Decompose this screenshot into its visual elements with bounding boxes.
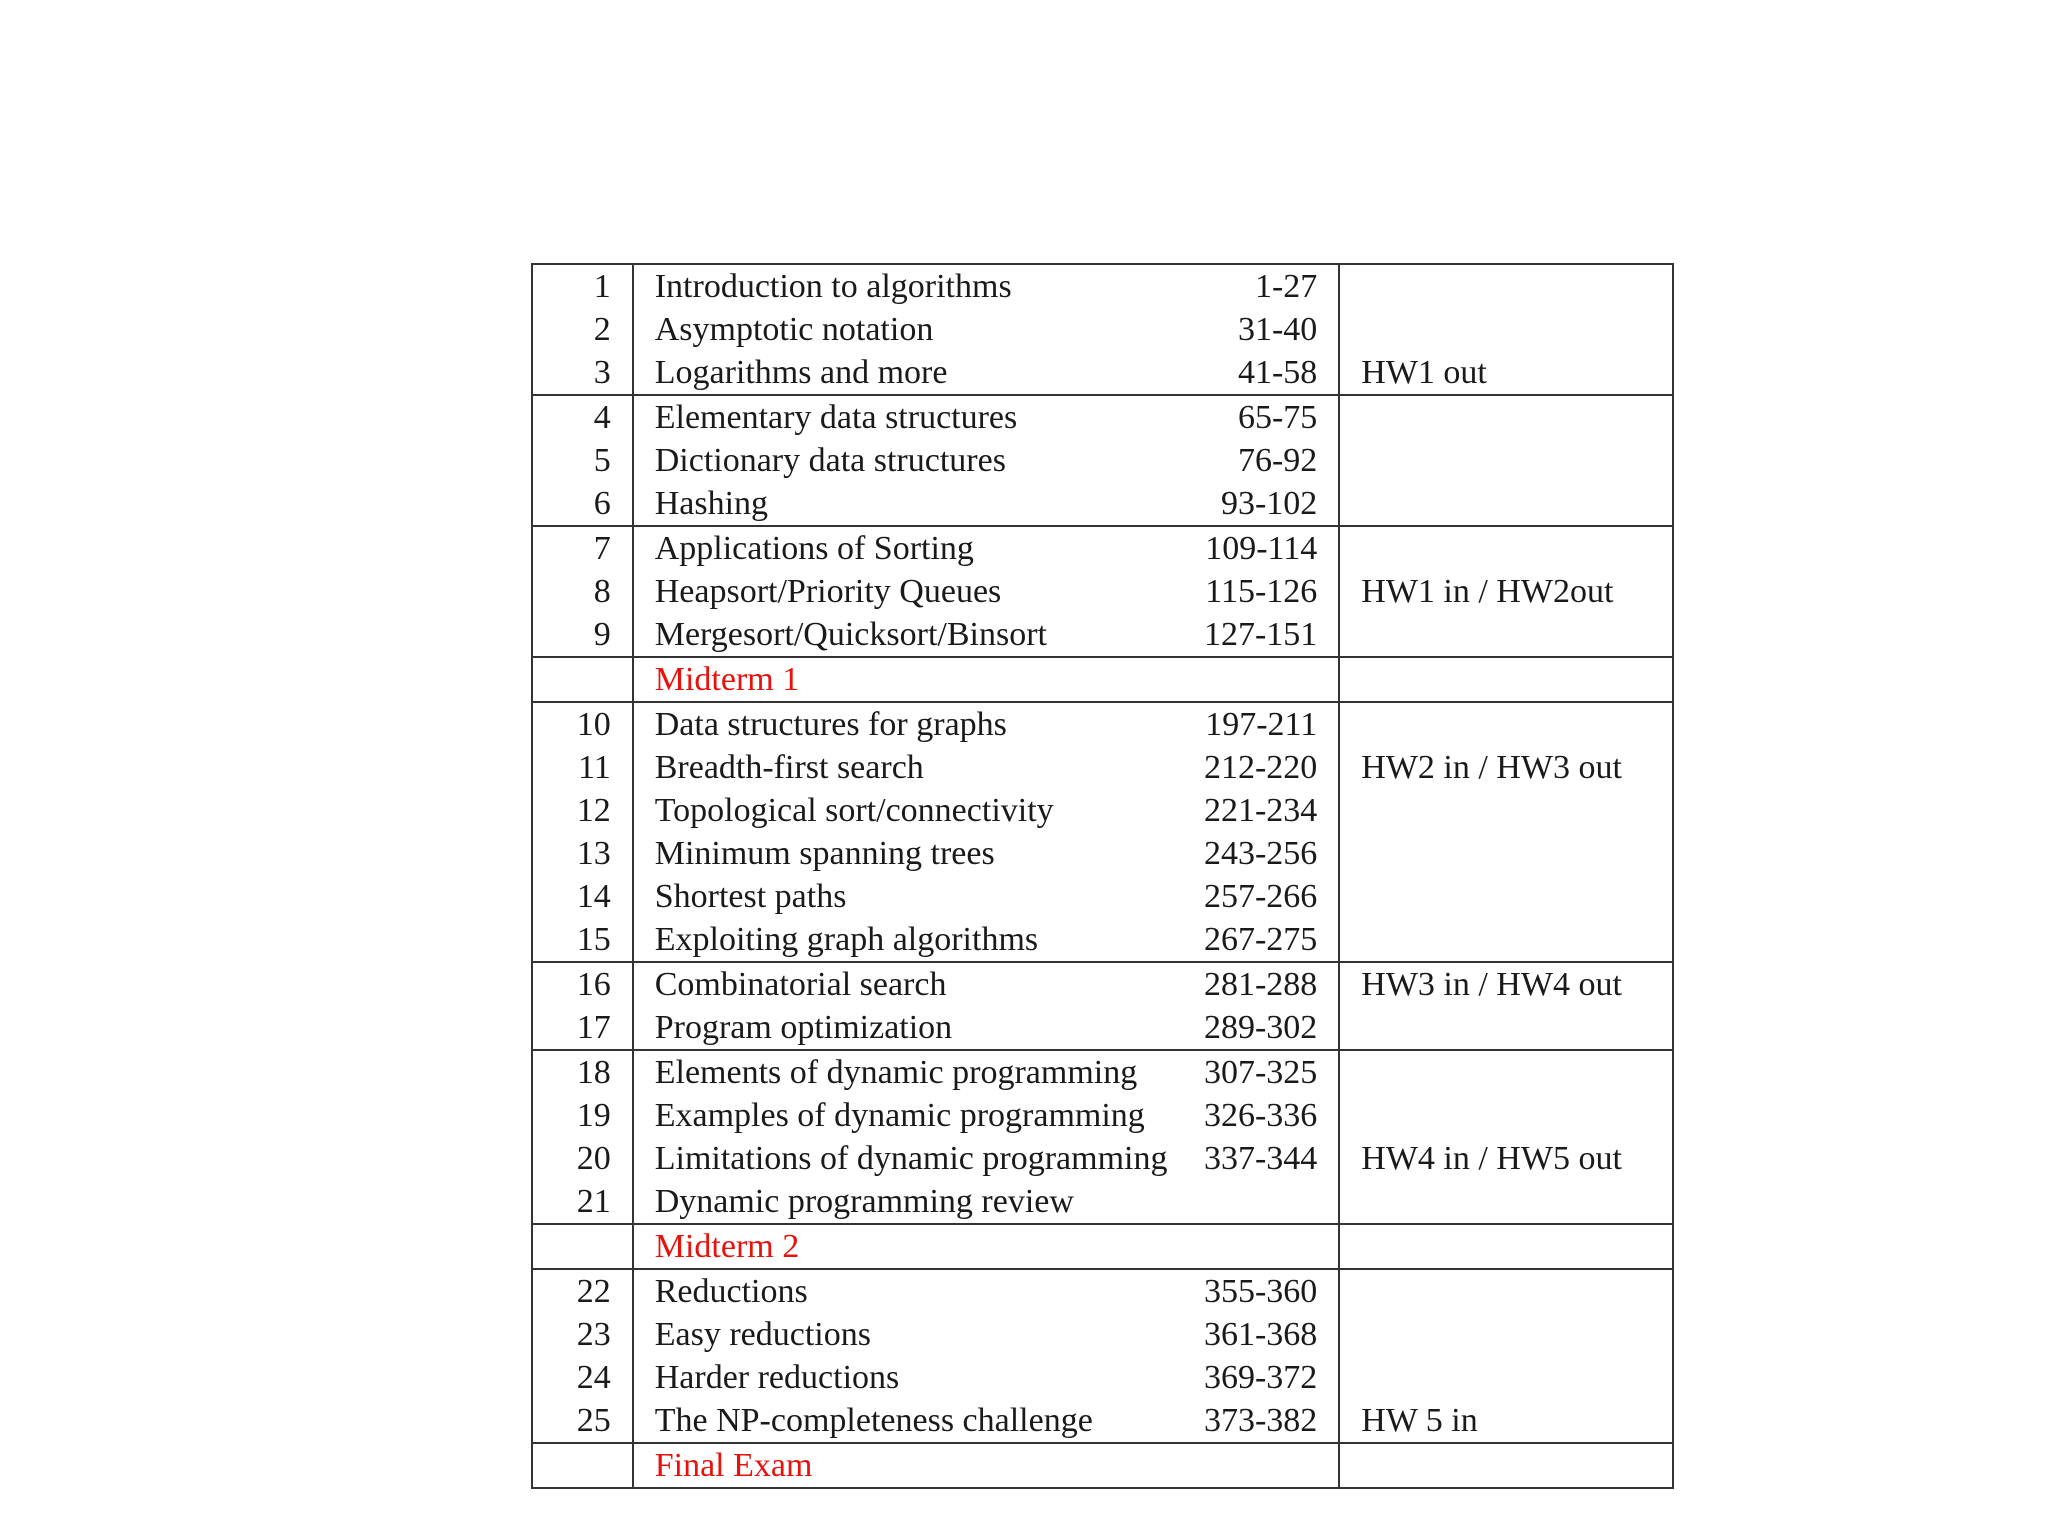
lecture-row — [532, 1137, 1673, 1180]
homework-note — [1339, 1356, 1673, 1399]
lecture-number: 9 — [532, 613, 633, 657]
exam-label: Midterm 1 — [633, 657, 1168, 702]
lecture-row — [532, 308, 1673, 351]
lecture-topic: The NP-completeness challenge — [633, 1399, 1168, 1443]
lecture-number — [532, 1443, 633, 1488]
lecture-row — [532, 832, 1673, 875]
lecture-row — [532, 1399, 1673, 1443]
lecture-topic: Reductions — [633, 1269, 1168, 1313]
reading-pages: 65-75 — [1167, 395, 1339, 439]
homework-note — [1339, 482, 1673, 526]
lecture-topic: Exploiting graph algorithms — [633, 918, 1168, 962]
homework-note — [1339, 1269, 1673, 1313]
reading-pages — [1167, 1443, 1339, 1488]
lecture-topic: Asymptotic notation — [654, 311, 934, 348]
homework-note: HW4 in / HW5 out — [1339, 1137, 1673, 1180]
lecture-row — [532, 526, 1673, 570]
lecture-number: 10 — [532, 702, 633, 746]
reading-pages: 337-344 — [1167, 1137, 1339, 1180]
reading-pages: 257-266 — [1167, 875, 1339, 918]
homework-note — [1339, 1006, 1673, 1050]
lecture-row — [532, 746, 1673, 789]
schedule-body — [532, 264, 1673, 1488]
homework-note — [1339, 1050, 1673, 1094]
reading-pages: 267-275 — [1167, 918, 1339, 962]
lecture-topic: Elements of dynamic programming — [633, 1050, 1168, 1094]
reading-pages: 76-92 — [1167, 439, 1339, 482]
homework-note — [1339, 657, 1673, 702]
lecture-number: 17 — [532, 1006, 633, 1050]
lecture-topic: Applications of Sorting — [633, 526, 1168, 570]
lecture-row — [532, 1313, 1673, 1356]
lecture-row — [532, 1180, 1673, 1224]
lecture-number: 11 — [532, 746, 633, 789]
lecture-number: 3 — [532, 351, 633, 395]
reading-pages: 41-58 — [1167, 351, 1339, 395]
reading-pages: 115-126 — [1167, 570, 1339, 613]
lecture-number: 13 — [532, 832, 633, 875]
lecture-row — [532, 1269, 1673, 1313]
reading-pages: 197-211 — [1167, 702, 1339, 746]
lecture-topic: Easy reductions — [654, 1316, 871, 1353]
homework-note — [1339, 832, 1673, 875]
exam-label: Final Exam — [633, 1443, 1168, 1488]
reading-pages: 93-102 — [1167, 482, 1339, 526]
homework-note — [1339, 702, 1673, 746]
lecture-number: 4 — [532, 395, 633, 439]
homework-note — [1339, 1180, 1673, 1224]
reading-pages: 307-325 — [1167, 1050, 1339, 1094]
reading-pages — [1167, 657, 1339, 702]
homework-note — [1339, 613, 1673, 657]
reading-pages: 127-151 — [1167, 613, 1339, 657]
lecture-row — [532, 570, 1673, 613]
reading-pages — [1167, 1224, 1339, 1269]
lecture-row — [532, 351, 1673, 395]
homework-note — [1339, 789, 1673, 832]
reading-pages: 326-336 — [1167, 1094, 1339, 1137]
lecture-number: 8 — [532, 570, 633, 613]
lecture-row — [532, 789, 1673, 832]
reading-pages: 109-114 — [1167, 526, 1339, 570]
lecture-row — [532, 482, 1673, 526]
homework-note: HW 5 in — [1339, 1399, 1673, 1443]
course-schedule-table — [531, 263, 1674, 1489]
lecture-topic: Elementary data structures — [633, 395, 1168, 439]
lecture-row — [532, 1050, 1673, 1094]
reading-pages: 281-288 — [1167, 962, 1339, 1006]
lecture-topic: Hashing — [633, 482, 1168, 526]
lecture-row — [532, 1356, 1673, 1399]
exam-row — [532, 1224, 1673, 1269]
lecture-row — [532, 1006, 1673, 1050]
reading-pages: 221-234 — [1167, 789, 1339, 832]
lecture-number: 22 — [532, 1269, 633, 1313]
reading-pages: 212-220 — [1167, 746, 1339, 789]
lecture-number: 24 — [532, 1356, 633, 1399]
homework-note — [1339, 1443, 1673, 1488]
lecture-number: 6 — [532, 482, 633, 526]
lecture-row — [532, 1094, 1673, 1137]
lecture-topic: Limitations of dynamic programming — [654, 1140, 1168, 1177]
lecture-number — [532, 1224, 633, 1269]
exam-row — [532, 1443, 1673, 1488]
lecture-topic: Shortest paths — [654, 878, 847, 915]
exam-row — [532, 657, 1673, 702]
homework-note — [1339, 1224, 1673, 1269]
lecture-topic: Topological sort/connectivity — [654, 792, 1054, 829]
reading-pages: 369-372 — [1167, 1356, 1339, 1399]
lecture-number: 2 — [532, 308, 633, 351]
homework-note — [1339, 395, 1673, 439]
reading-pages: 289-302 — [1167, 1006, 1339, 1050]
homework-note — [1339, 439, 1673, 482]
reading-pages: 361-368 — [1167, 1313, 1339, 1356]
homework-note: HW1 out — [1339, 351, 1673, 395]
homework-note — [1339, 1094, 1673, 1137]
lecture-row — [532, 613, 1673, 657]
lecture-row — [532, 395, 1673, 439]
lecture-topic: Combinatorial search — [633, 962, 1168, 1006]
lecture-number: 5 — [532, 439, 633, 482]
lecture-number: 21 — [532, 1180, 633, 1224]
lecture-number: 1 — [532, 264, 633, 308]
homework-note — [1339, 308, 1673, 351]
lecture-number: 16 — [532, 962, 633, 1006]
lecture-number: 15 — [532, 918, 633, 962]
lecture-number: 19 — [532, 1094, 633, 1137]
homework-note — [1339, 918, 1673, 962]
lecture-topic: Data structures for graphs — [633, 702, 1168, 746]
lecture-topic: Heapsort/Priority Queues — [654, 573, 1002, 610]
lecture-row — [532, 702, 1673, 746]
lecture-number: 25 — [532, 1399, 633, 1443]
lecture-topic: Breadth-first search — [654, 749, 924, 786]
reading-pages — [1167, 1180, 1339, 1224]
lecture-number: 7 — [532, 526, 633, 570]
lecture-number: 12 — [532, 789, 633, 832]
lecture-number: 18 — [532, 1050, 633, 1094]
reading-pages: 31-40 — [1167, 308, 1339, 351]
lecture-topic: Introduction to algorithms — [633, 264, 1168, 308]
reading-pages: 243-256 — [1167, 832, 1339, 875]
lecture-row — [532, 439, 1673, 482]
homework-note — [1339, 526, 1673, 570]
lecture-topic: Logarithms and more — [633, 351, 1168, 395]
homework-note: HW1 in / HW2out — [1339, 570, 1673, 613]
homework-note — [1339, 875, 1673, 918]
reading-pages: 355-360 — [1167, 1269, 1339, 1313]
lecture-topic: Harder reductions — [654, 1359, 900, 1396]
lecture-number: 20 — [532, 1137, 633, 1180]
homework-note — [1339, 1313, 1673, 1356]
lecture-row — [532, 962, 1673, 1006]
lecture-number: 14 — [532, 875, 633, 918]
lecture-topic: Program optimization — [633, 1006, 1168, 1050]
reading-pages: 373-382 — [1167, 1399, 1339, 1443]
lecture-number: 23 — [532, 1313, 633, 1356]
lecture-topic: Mergesort/Quicksort/Binsort — [633, 613, 1168, 657]
exam-label: Midterm 2 — [633, 1224, 1168, 1269]
lecture-topic: Minimum spanning trees — [654, 835, 995, 872]
reading-pages: 1-27 — [1167, 264, 1339, 308]
lecture-topic: Dynamic programming review — [633, 1180, 1168, 1224]
homework-note: HW2 in / HW3 out — [1339, 746, 1673, 789]
lecture-topic: Dictionary data structures — [654, 442, 1006, 479]
lecture-number — [532, 657, 633, 702]
homework-note: HW3 in / HW4 out — [1339, 962, 1673, 1006]
homework-note — [1339, 264, 1673, 308]
lecture-topic: Examples of dynamic programming — [654, 1097, 1145, 1134]
lecture-row — [532, 875, 1673, 918]
lecture-row — [532, 264, 1673, 308]
lecture-row — [532, 918, 1673, 962]
